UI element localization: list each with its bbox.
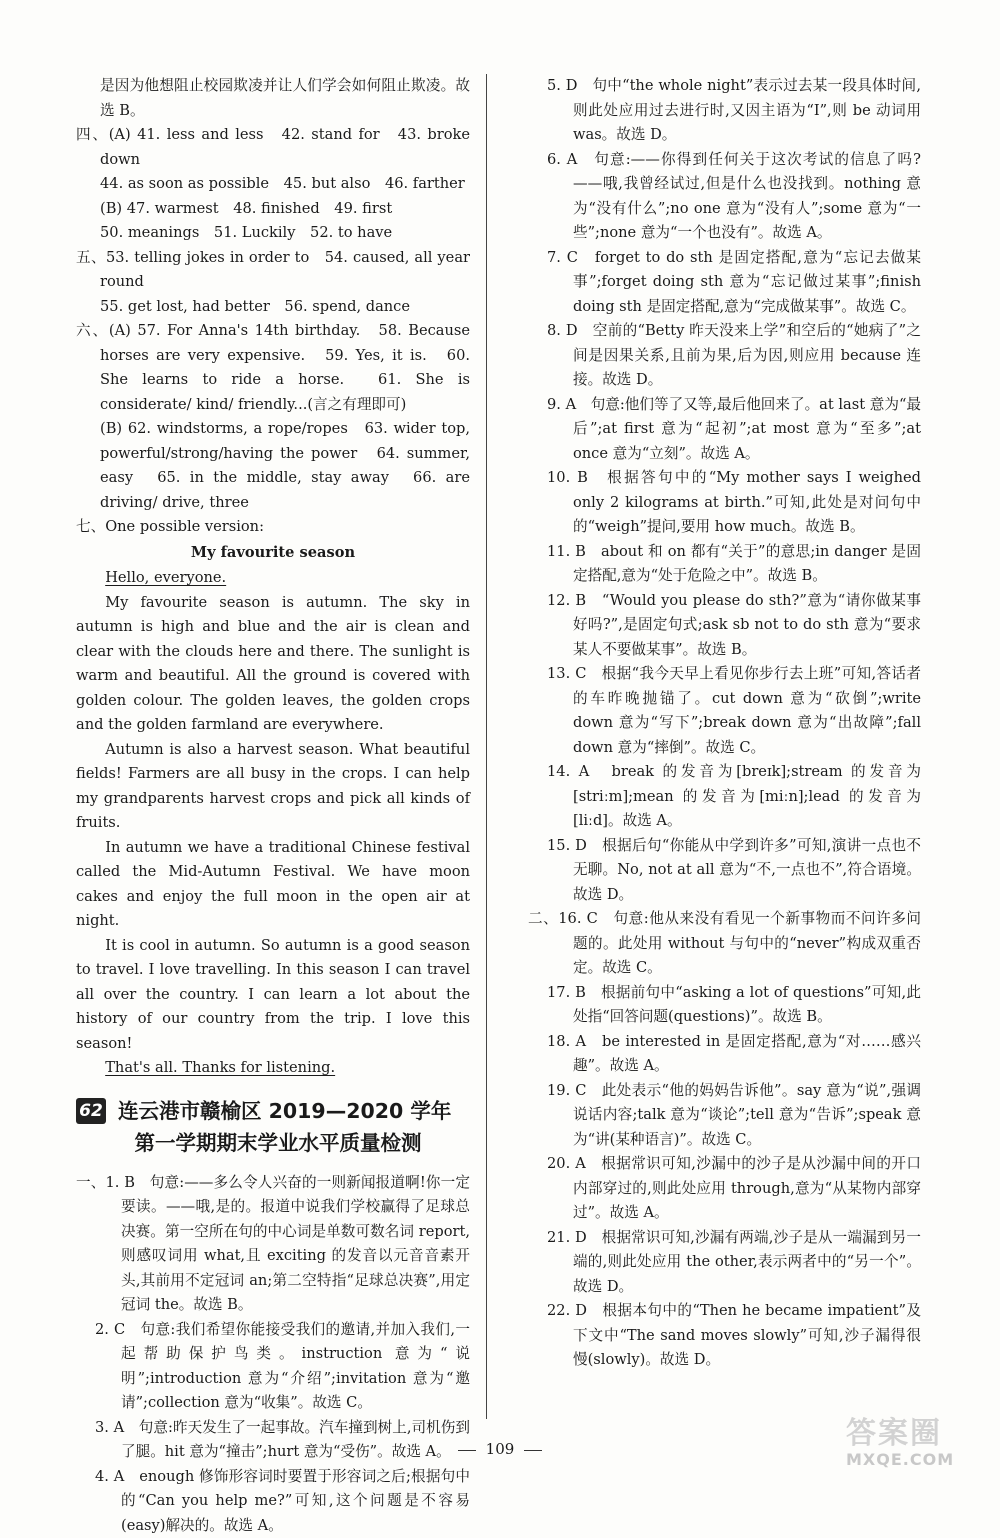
answer-line: 22. D 根据本句中的“Then he became impatient”及下文中“The sand moves slowly”可知,沙子漏得很慢(slowly)。故选 D。 — [528, 1299, 921, 1373]
right-column — [528, 74, 921, 1373]
answer-line: 21. D 根据常识可知,沙漏有两端,沙子是从一端漏到另一端的,则此处应用 the other,表示两者中的“另一个”。故选 D。 — [528, 1226, 921, 1300]
essay-paragraph: My favourite season is autumn. The sky in autumn is high and blue and the air is clean and clear with the clouds here and there. The sunlight is warm and beautiful. All the ground is covered with golden colour. The golden leaves, the golden crops and the golden farmland are everywhere. — [76, 591, 470, 738]
answer-line: 15. D 根据后句“你能从中学到许多”可知,演讲一点也不无聊。No, not at all 意为“不,一点也不”,符合语境。故选 D。 — [528, 834, 921, 908]
essay-greeting: Hello, everyone. — [76, 566, 470, 591]
answer-line: 4. A enough 修饰形容词时要置于形容词之后;根据句中的“Can you help me?”可知,这个问题是不容易(easy)解决的。故选 A。 — [76, 1465, 470, 1538]
answer-line: 七、One possible version: — [76, 515, 470, 540]
answer-line: 55. get lost, had better 56. spend, dance — [76, 295, 470, 320]
essay-paragraphs — [76, 591, 470, 1057]
essay-closing: That's all. Thanks for listening. — [76, 1056, 470, 1081]
answer-line: (B) 47. warmest 48. finished 49. first — [76, 197, 470, 222]
answer-line: 2. C 句意:我们希望你能接受我们的邀请,并加入我们,一起帮助保护鸟类。instruction 意为“说明”;introduction 意为“介绍”;invitation 意为“邀请”;collection 意为“收集”。故选 C。 — [76, 1318, 470, 1416]
answer-line: 19. C 此处表示“他的妈妈告诉他”。say 意为“说”,强调说话内容;talk 意为“谈论”;tell 意为“告诉”;speak 意为“讲(某种语言)”。故选 C。 — [528, 1079, 921, 1153]
column-divider — [486, 74, 487, 1419]
answer-line: 六、(A) 57. For Anna's 14th birthday. 58. Because horses are very expensive. 59. Yes, it is. 60. She learns to ride a horse. 61. She is considerate/ kind/ friendly...(言之有理即可) — [76, 319, 470, 417]
answer-line: 9. A 句意:他们等了又等,最后他回来了。at last 意为“最后”;at first 意为“起初”;at most 意为“至多”;at once 意为“立刻”。故选 A。 — [528, 393, 921, 467]
answer-line: 20. A 根据常识可知,沙漏中的沙子是从沙漏中间的开口内部穿过的,则此处应用 through,意为“从某物内部穿过”。故选 A。 — [528, 1152, 921, 1226]
sample-essay — [76, 541, 470, 1081]
answer-line: 7. C forget to do sth 是固定搭配,意为“忘记去做某事”;forget doing sth 意为“忘记做过某事”;finish doing sth 是固定搭配,意为“完成做某事”。故选 C。 — [528, 246, 921, 320]
essay-paragraph: It is cool in autumn. So autumn is a good season to travel. I love travelling. In this season I can travel all over the country. I can learn a lot about the history of our country from the trip. I love this season! — [76, 934, 470, 1057]
answer-line: 6. A 句意:——你得到任何关于这次考试的信息了吗?——哦,我曾经试过,但是什么也没找到。nothing 意为“没有什么”;no one 意为“没有人”;some 意为“一些”;none 意为“一个也没有”。故选 A。 — [528, 148, 921, 246]
answer-line: 5. D 句中“the whole night”表示过去某一段具体时间,则此处应用过去进行时,又因主语为“I”,则 be 动词用 was。故选 D。 — [528, 74, 921, 148]
essay-paragraph: Autumn is also a harvest season. What beautiful fields! Farmers are all busy in the crops. I can help my grandparents harvest crops and pick all kinds of fruits. — [76, 738, 470, 836]
watermark-logo: 答案圈 MXQE.COM — [846, 1418, 994, 1478]
exam-number-badge: 62 — [76, 1098, 106, 1124]
answer-block-a — [76, 74, 470, 540]
answer-line: 17. B 根据前句中“asking a lot of questions”可知,此处指“回答问题(questions)”。故选 B。 — [528, 981, 921, 1030]
exam-title-line1: 连云港市赣榆区 2019—2020 学年 — [118, 1095, 451, 1127]
essay-title: My favourite season — [76, 541, 470, 566]
left-column — [76, 74, 470, 1538]
answer-line: (B) 62. windstorms, a rope/ropes 63. wider top, powerful/strong/having the power 64. summer, easy 65. in the middle, stay away 66. are driving/ drive, three — [76, 417, 470, 515]
exam-title-line2: 第一学期期末学业水平质量检测 — [76, 1127, 470, 1159]
exam-heading — [76, 1095, 470, 1159]
essay-paragraph: In autumn we have a traditional Chinese festival called the Mid-Autumn Festival. We have moon cakes and enjoy the full moon in the open air at night. — [76, 836, 470, 934]
page-number: 109 — [0, 1437, 1000, 1462]
answer-line: 是因为他想阻止校园欺凌并让人们学会如何阻止欺凌。故选 B。 — [76, 74, 470, 123]
answer-line: 一、1. B 句意:——多么令人兴奋的一则新闻报道啊!你一定要读。——哦,是的。报道中说我们学校赢得了足球总决赛。第一空所在句的中心词是单数可数名词 report,则感叹词用 what,且 exciting 的发音以元音音素开头,其前用不定冠词 an;第二空特指“足球总决赛”,用定冠词 the。故选 B。 — [76, 1171, 470, 1318]
answer-block-c — [528, 74, 921, 1373]
answer-line: 13. C 根据“我今天早上看见你步行去上班”可知,答话者的车昨晚抛锚了。cut down 意为“砍倒”;write down 意为“写下”;break down 意为“出故障”;fall down 意为“摔倒”。故选 C。 — [528, 662, 921, 760]
answer-line: 18. A be interested in 是固定搭配,意为“对……感兴趣”。故选 A。 — [528, 1030, 921, 1079]
answer-line: 四、(A) 41. less and less 42. stand for 43. broke down — [76, 123, 470, 172]
answer-line: 8. D 空前的“Betty 昨天没来上学”和空后的“她病了”之间是因果关系,且前为果,后为因,则应用 because 连接。故选 D。 — [528, 319, 921, 393]
answer-line: 44. as soon as possible 45. but also 46. farther — [76, 172, 470, 197]
answer-line: 11. B about 和 on 都有“关于”的意思;in danger 是固定搭配,意为“处于危险之中”。故选 B。 — [528, 540, 921, 589]
answer-line: 50. meanings 51. Luckily 52. to have — [76, 221, 470, 246]
answer-line: 10. B 根据答句中的“My mother says I weighed only 2 kilograms at birth.”可知,此处是对问句中的“weigh”提问,要用 how much。故选 B。 — [528, 466, 921, 540]
answer-line: 14. A break 的发音为[breɪk];stream 的发音为[striːm];mean 的发音为[miːn];lead 的发音为[liːd]。故选 A。 — [528, 760, 921, 834]
answer-line: 3. A 句意:昨天发生了一起事故。汽车撞到树上,司机伤到了腿。hit 意为“撞击”;hurt 意为“受伤”。故选 A。 — [76, 1416, 470, 1465]
answer-line: 12. B “Would you please do sth?”意为“请你做某事好吗?”,是固定句式;ask sb not to do sth 意为“要求某人不要做某事”。故选 B。 — [528, 589, 921, 663]
answer-line: 五、53. telling jokes in order to 54. caused, all year round — [76, 246, 470, 295]
answer-line: 二、16. C 句意:他从来没有看见一个新事物而不问许多问题的。此处用 without 与句中的“never”构成双重否定。故选 C。 — [528, 907, 921, 981]
